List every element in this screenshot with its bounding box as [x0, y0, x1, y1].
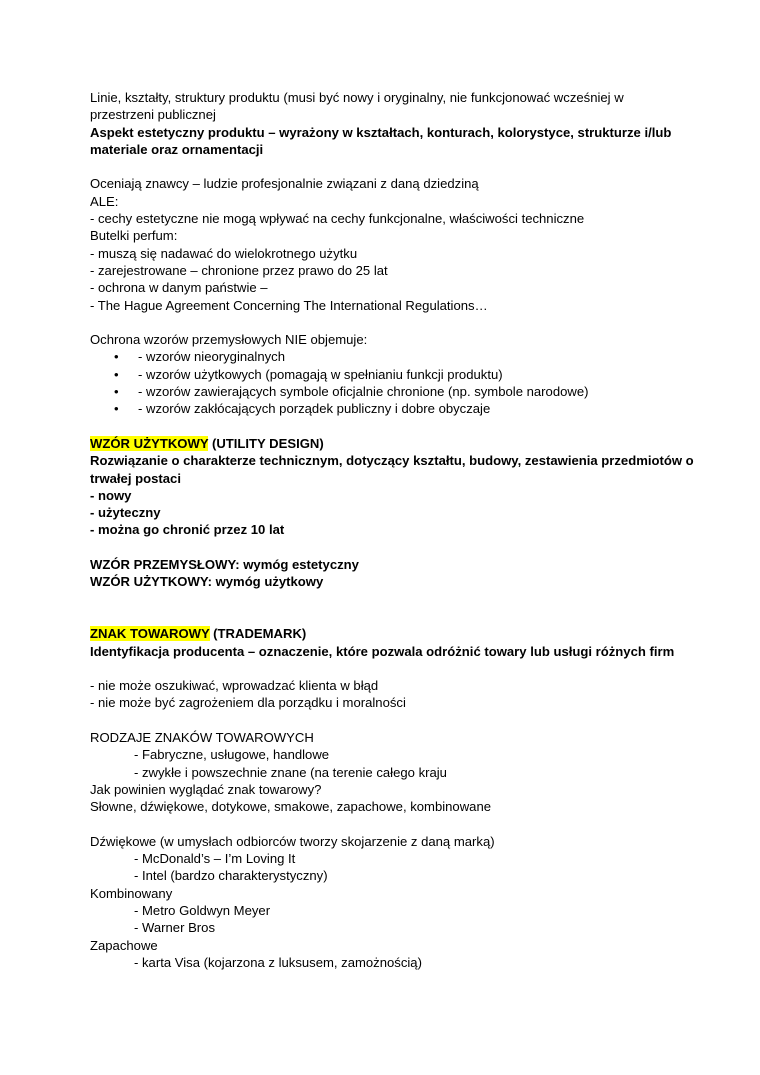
- assessment-ale: ALE:: [90, 193, 119, 209]
- intro-bold-line-2: materiale oraz ornamentacji: [90, 141, 264, 157]
- utility-title: [90, 435, 690, 452]
- utility-item: - można go chronić przez 10 lat: [90, 522, 285, 538]
- perfume-header: Butelki perfum:: [90, 228, 178, 244]
- exclusion-list-item: [90, 366, 690, 383]
- assessment-who: Oceniają znawcy – ludzie profesjonalnie związani z daną dziedziną: [90, 176, 479, 192]
- trademark-def: Identyfikacja producenta – oznaczenie, które pozwala odróżnić towary lub usługi różnych firm: [90, 643, 675, 659]
- bullet-icon: •: [114, 366, 119, 382]
- compare-utility: WZÓR UŻYTKOWY: wymóg użytkowy: [90, 574, 324, 590]
- bullet-icon: •: [114, 401, 119, 417]
- perfume-item: - ochrona w danym państwie –: [90, 280, 268, 296]
- utility-title-highlight: WZÓR UŻYTKOWY: [90, 435, 209, 451]
- exclusion-list-item: [90, 400, 690, 417]
- compare-industrial: WZÓR PRZEMYSŁOWY: wymóg estetyczny: [90, 557, 359, 573]
- exclusion-text: - wzorów zawierających symbole oficjalnie chronione (np. symbole narodowe): [138, 384, 589, 400]
- spacer: [90, 314, 690, 331]
- bullet-icon: •: [114, 384, 119, 400]
- look-question: Jak powinien wyglądać znak towarowy?: [90, 781, 322, 797]
- intro-bold-line-1: Aspekt estetyczny produktu – wyrażony w kształtach, konturach, kolorystyce, strukturze i/lub: [90, 124, 672, 140]
- intro-line-1: Linie, kształty, struktury produktu (musi być nowy i oryginalny, nie funkcjonować wcześniej w: [90, 90, 624, 105]
- trademark-rule: - nie może oszukiwać, wprowadzać klienta w błąd: [90, 678, 379, 694]
- bullet-icon: •: [114, 349, 119, 365]
- sound-item: - McDonald’s – I’m Loving It: [134, 851, 296, 867]
- combined-item: - Warner Bros: [134, 920, 215, 936]
- spacer: [90, 418, 690, 435]
- trademark-rule: - nie może być zagrożeniem dla porządku i moralności: [90, 695, 406, 711]
- scent-item: - karta Visa (kojarzona z luksusem, zamożnością): [134, 954, 422, 970]
- utility-item: - użyteczny: [90, 505, 161, 521]
- perfume-item: - zarejestrowane – chronione przez prawo do 25 lat: [90, 262, 388, 278]
- spacer: [90, 815, 690, 832]
- combined-item: - Metro Goldwyn Meyer: [134, 902, 271, 918]
- intro-line-2: przestrzeni publicznej: [90, 107, 216, 123]
- utility-title-rest: (UTILITY DESIGN): [208, 435, 324, 451]
- trademark-title-highlight: ZNAK TOWAROWY: [90, 626, 210, 642]
- spacer: [90, 158, 690, 175]
- combined-header: Kombinowany: [90, 885, 173, 901]
- scent-header: Zapachowe: [90, 937, 158, 953]
- exclusion-text: - wzorów nieoryginalnych: [138, 349, 286, 365]
- exclusion-text: - wzorów zakłócających porządek publiczny i dobre obyczaje: [138, 401, 491, 417]
- trademark-title-rest: (TRADEMARK): [209, 626, 307, 642]
- utility-def-line-2: trwałej postaci: [90, 470, 181, 486]
- exclusion-list-item: [90, 348, 690, 365]
- perfume-item: - muszą się nadawać do wielokrotnego użytku: [90, 245, 358, 261]
- types-header: RODZAJE ZNAKÓW TOWAROWYCH: [90, 729, 314, 745]
- exclusion-list-item: [90, 383, 690, 400]
- spacer: [90, 591, 690, 626]
- trademark-title: [90, 625, 690, 642]
- spacer: [90, 539, 690, 556]
- spacer: [90, 712, 690, 729]
- utility-item: - nowy: [90, 487, 132, 503]
- document-page: [90, 89, 694, 971]
- utility-def-line-1: Rozwiązanie o charakterze technicznym, dotyczący kształtu, budowy, zestawienia przedmiotów o: [90, 453, 694, 469]
- types-item: - Fabryczne, usługowe, handlowe: [134, 747, 330, 763]
- sound-item: - Intel (bardzo charakterystyczny): [134, 868, 328, 884]
- sound-header: Dźwiękowe (w umysłach odbiorców tworzy skojarzenie z daną marką): [90, 833, 495, 849]
- types-item: - zwykłe i powszechnie znane (na terenie całego kraju: [134, 764, 447, 780]
- assessment-ale-item: - cechy estetyczne nie mogą wpływać na cechy funkcjonalne, właściwości techniczne: [90, 211, 585, 227]
- exclusions-header: Ochrona wzorów przemysłowych NIE objemuje:: [90, 332, 368, 348]
- spacer: [90, 660, 690, 677]
- exclusion-text: - wzorów użytkowych (pomagają w spełnianiu funkcji produktu): [138, 366, 503, 382]
- look-answer: Słowne, dźwiękowe, dotykowe, smakowe, zapachowe, kombinowane: [90, 799, 492, 815]
- perfume-item: - The Hague Agreement Concerning The International Regulations…: [90, 297, 488, 313]
